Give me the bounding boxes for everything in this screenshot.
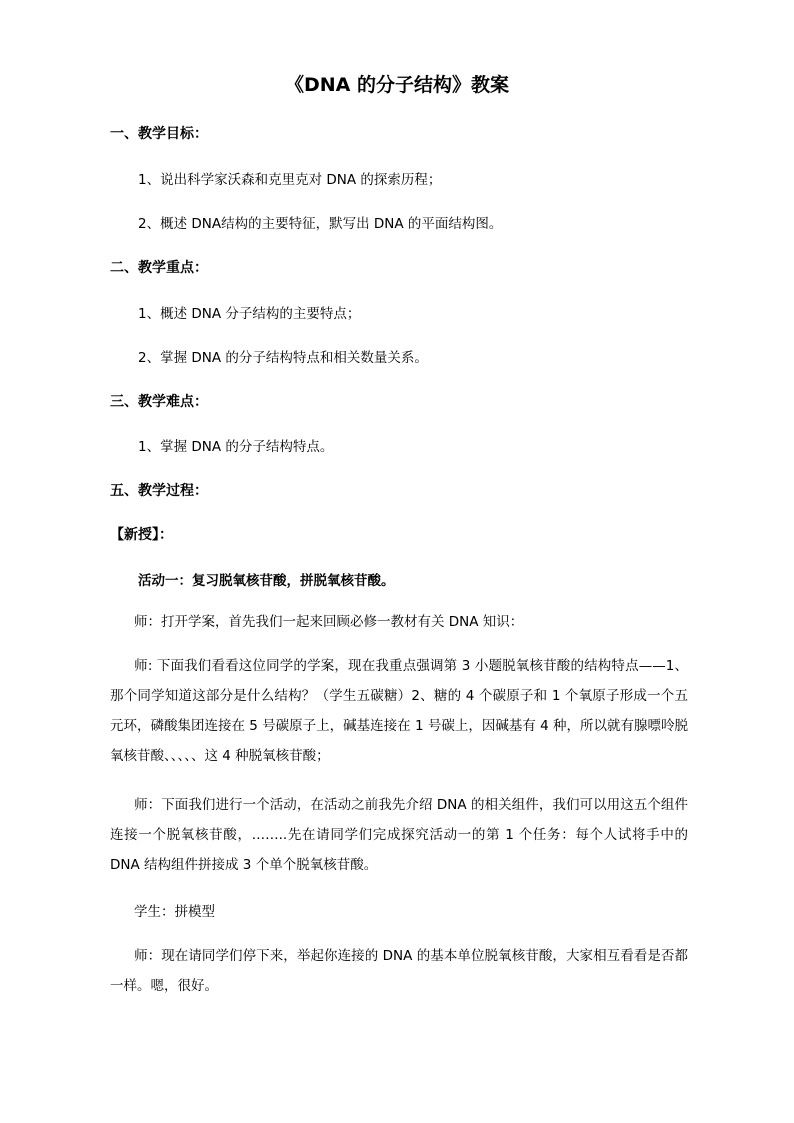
paragraph-text: 学生：拼模型 [134,904,215,920]
paragraph-text: 师: 下面我们看看这位同学的学案，现在我重点强调第 3 小题脱氧核苷酸的结构特点——1、那个同学知道这部分是什么结构？（学生五碳糖）2、糖的 4 个碳原子和 1 个氧原子形成一个五元环，磷酸集团连接在 5 号碳原子上，碱基连接在 1 号碳上，因碱基有 4 种，所以就有腺嘌呤脱氧核苷酸、、、、、这 4 种脱氧核苷酸； [110,658,689,764]
teacher-paragraph-4 [110,941,688,1001]
difficulties-heading: 三、教学难点： [110,394,208,410]
key-point-item-1: 1、概述 DNA 分子结构的主要特点； [138,306,361,322]
paragraph-text: 师：现在请同学们停下来，举起你连接的 DNA 的基本单位脱氧核苷酸，大家相互看看是否都一样。嗯，很好。 [110,948,688,994]
goal-item-2: 2、概述 DNA结构的主要特征，默写出 DNA 的平面结构图。 [138,216,503,232]
teacher-paragraph-1 [110,607,688,637]
goal-item-1: 1、说出科学家沃森和克里克对 DNA 的探索历程； [138,172,442,188]
teacher-paragraph-3 [110,790,688,880]
paragraph-text: 师：下面我们进行一个活动，在活动之前我先介绍 DNA 的相关组件，我们可以用这五个组件连接一个脱氧核苷酸，……..先在请同学们完成探究活动一的第 1 个任务：每个人试将手中的 DNA 结构组件拼接成 3 个单个脱氧核苷酸。 [110,797,688,873]
paragraph-text: 师：打开学案，首先我们一起来回顾必修一教材有关 DNA 知识： [134,614,524,630]
teacher-paragraph-2 [110,651,688,771]
document-title: 《DNA 的分子结构》教案 [285,74,509,96]
new-lesson-label: 【新授】： [110,527,173,543]
key-points-heading: 二、教学重点： [110,260,208,276]
process-heading: 五、教学过程： [110,483,208,499]
goals-heading: 一、教学目标： [110,126,208,142]
key-point-item-2: 2、掌握 DNA 的分子结构特点和相关数量关系。 [138,350,428,366]
activity-one-heading: 活动一：复习脱氧核苷酸，拼脱氧核苷酸。 [138,573,395,589]
difficulty-item-1: 1、掌握 DNA 的分子结构特点。 [138,439,334,455]
student-paragraph [110,897,688,927]
